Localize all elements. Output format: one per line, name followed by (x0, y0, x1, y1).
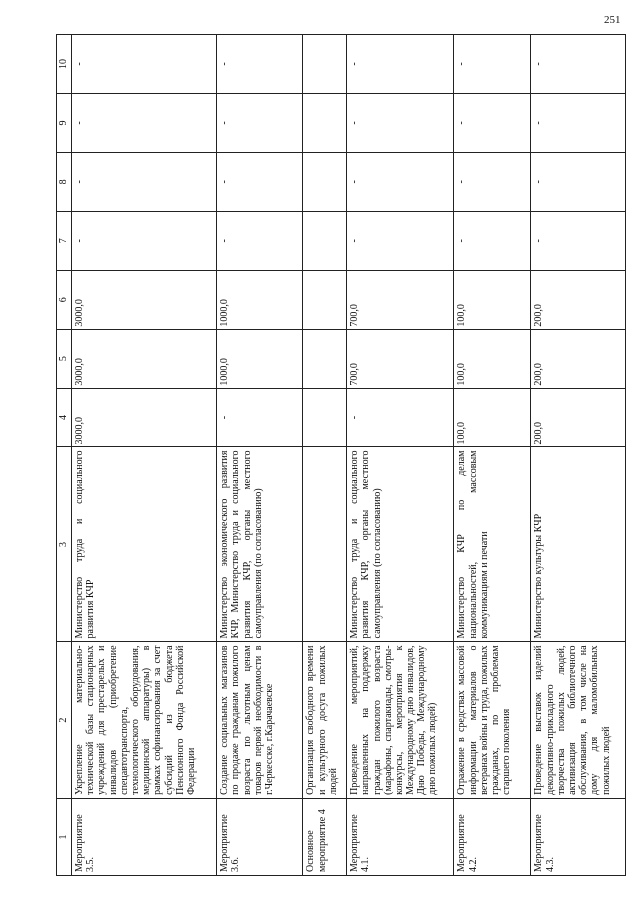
table-row (347, 35, 454, 876)
value-cell: 1000,0 (217, 270, 303, 329)
value-cell: - (531, 93, 626, 152)
value-cell: 1000,0 (217, 329, 303, 388)
value-cell (303, 388, 347, 447)
header-cell: 2 (57, 642, 72, 798)
header-cell: 1 (57, 798, 72, 875)
responsible-executor-cell: Министерство труда и социального развития КЧР, органы местного самоуправления (по согласованию) (347, 447, 454, 642)
value-cell (303, 211, 347, 270)
value-cell: - (347, 211, 454, 270)
value-cell (303, 329, 347, 388)
responsible-executor-cell: Министерство КЧР по делам национальностей, массовым коммуникациям и печати (454, 447, 531, 642)
value-cell: - (217, 211, 303, 270)
header-cell: 9 (57, 93, 72, 152)
value-cell: - (217, 152, 303, 211)
table-row (217, 35, 303, 876)
activity-description-cell: Проведение мероприятий, направленных на поддержку граждан пожилого возраста (марафоны, спартакиады, смотры-конкурсы, мероприятия к Международному дню инвалидов, Дню Победы, Международному дню пожилых людей) (347, 642, 454, 798)
value-cell: - (531, 211, 626, 270)
activity-description-cell: Создание социальных магазинов по продаже гражданам пожилого возраста по льготным ценам товаров первой необходимости в г.Черкесске, г.Карачаевске (217, 642, 303, 798)
header-cell: 7 (57, 211, 72, 270)
value-cell (303, 152, 347, 211)
activity-id-cell: Основное мероприятие 4 (303, 798, 347, 875)
value-cell: - (72, 152, 217, 211)
value-cell: - (217, 388, 303, 447)
value-cell (303, 35, 347, 94)
value-cell: - (347, 93, 454, 152)
value-cell: 700,0 (347, 329, 454, 388)
header-cell: 6 (57, 270, 72, 329)
responsible-executor-cell: Министерство культуры КЧР (531, 447, 626, 642)
value-cell: - (72, 35, 217, 94)
value-cell: 3000,0 (72, 388, 217, 447)
header-row (57, 35, 72, 876)
value-cell: 100,0 (454, 388, 531, 447)
activity-id-cell: Мероприятие 4.2. (454, 798, 531, 875)
activity-id-cell: Мероприятие 3.5. (72, 798, 217, 875)
table-row (303, 35, 347, 876)
responsible-executor-cell: Министерство труда и социального развития КЧР (72, 447, 217, 642)
activity-description-cell: Проведение выставок изделий декоративно-прикладного творчества пожилых людей, активизация библиотечного обслуживания, в том числе на дому для маломобильных пожилых людей (531, 642, 626, 798)
responsible-executor-cell (303, 447, 347, 642)
header-cell: 10 (57, 35, 72, 94)
value-cell (303, 93, 347, 152)
program-activities-table (56, 34, 626, 876)
value-cell: - (72, 211, 217, 270)
value-cell: 3000,0 (72, 270, 217, 329)
page-number: 251 (604, 14, 621, 26)
value-cell: - (217, 35, 303, 94)
value-cell: - (347, 152, 454, 211)
value-cell: 200,0 (531, 388, 626, 447)
value-cell: - (347, 388, 454, 447)
activity-id-cell: Мероприятие 4.1. (347, 798, 454, 875)
value-cell: - (454, 211, 531, 270)
value-cell: 700,0 (347, 270, 454, 329)
value-cell: - (531, 152, 626, 211)
value-cell: 200,0 (531, 329, 626, 388)
rotated-table-wrapper (56, 34, 626, 876)
value-cell: 100,0 (454, 329, 531, 388)
value-cell: 100,0 (454, 270, 531, 329)
header-cell: 4 (57, 388, 72, 447)
value-cell: - (454, 152, 531, 211)
value-cell: - (347, 35, 454, 94)
value-cell: - (531, 35, 626, 94)
header-cell: 8 (57, 152, 72, 211)
table-row (531, 35, 626, 876)
activity-description-cell: Организация свободного времени и культурного досуга пожилых людей (303, 642, 347, 798)
header-cell: 3 (57, 447, 72, 642)
responsible-executor-cell: Министерство экономического развития КЧР, Министерство труда и социального развития КЧР, органы местного самоуправления (по согласованию) (217, 447, 303, 642)
activity-id-cell: Мероприятие 4.3. (531, 798, 626, 875)
value-cell: 3000,0 (72, 329, 217, 388)
header-cell: 5 (57, 329, 72, 388)
value-cell: - (454, 93, 531, 152)
value-cell: 200,0 (531, 270, 626, 329)
activity-id-cell: Мероприятие 3.6. (217, 798, 303, 875)
value-cell: - (217, 93, 303, 152)
value-cell: - (454, 35, 531, 94)
value-cell (303, 270, 347, 329)
value-cell: - (72, 93, 217, 152)
table-row (72, 35, 217, 876)
table-row (454, 35, 531, 876)
activity-description-cell: Отражение в средствах массовой информации материалов о ветеранах войны и труда, пожилых гражданах, по проблемам старшего поколения (454, 642, 531, 798)
activity-description-cell: Укрепление материально-технической базы стационарных учреждений для престарелых и инвалидов (приобретение спецавтотранспорта, технологического оборудования, медицинской аппаратуры) в рамках софинансирования за счет субсидий из бюджета Пенсионного Фонда Российской Федерации (72, 642, 217, 798)
